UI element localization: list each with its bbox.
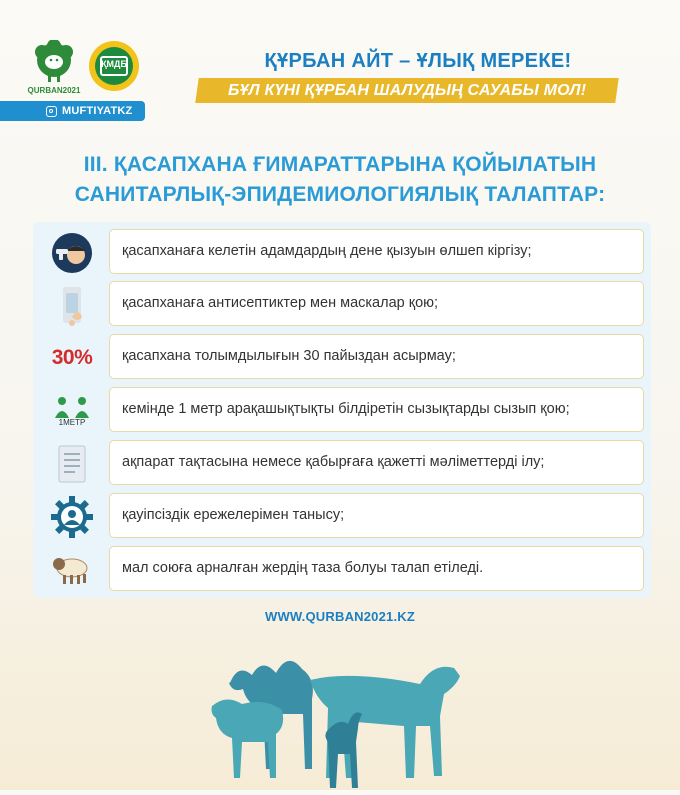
item-text: қасапханаға келетін адамдардың дене қызуын өлшеп кіргізу; — [109, 229, 644, 274]
distance-label: 1МЕТР — [58, 417, 86, 427]
distance-icon — [37, 389, 107, 433]
percent-label: 30% — [51, 346, 93, 369]
document-icon — [37, 442, 107, 486]
section-title-line1: III. ҚАСАПХАНА ҒИМАРАТТАРЫНА ҚОЙЫЛАТЫН — [83, 153, 597, 176]
requirements-panel — [33, 222, 651, 598]
section-title — [40, 150, 640, 210]
section-title-line2: САНИТАРЛЫҚ-ЭПИДЕМИОЛОГИЯЛЫҚ ТАЛАПТАР: — [74, 183, 606, 206]
website-link[interactable]: WWW.QURBAN2021.KZ — [264, 609, 416, 624]
item-text: қасапхана толымдылығын 30 пайыздан асырмау; — [109, 334, 644, 379]
list-item — [33, 546, 651, 593]
instagram-icon — [46, 106, 57, 117]
item-text: қасапханаға антисептиктер мен маскалар қою; — [109, 281, 644, 326]
list-item — [33, 493, 651, 540]
instagram-bar[interactable] — [0, 101, 145, 121]
safety-gear-icon — [37, 495, 107, 539]
item-text: ақпарат тақтасына немесе қабырғаға қажетті мәліметтерді ілу; — [109, 440, 644, 485]
subheadline-text: БҰЛ КҮНІ ҚҰРБАН ШАЛУДЫҢ САУАБЫ МОЛ! — [227, 82, 587, 99]
sanitizer-icon — [37, 283, 107, 327]
item-text: қауіпсіздік ережелерімен танысу; — [109, 493, 644, 538]
list-item — [33, 387, 651, 434]
list-item — [33, 229, 651, 276]
qurban-logo-text: QURBAN2021 — [27, 86, 81, 95]
list-item — [33, 281, 651, 328]
list-item — [33, 334, 651, 381]
qurban-logo — [28, 40, 80, 98]
instagram-handle: MUFTIYATKZ — [62, 105, 133, 117]
headline: ҚҰРБАН АЙТ – ҰЛЫҚ МЕРЕКЕ! — [264, 50, 572, 72]
dumk-logo — [88, 40, 140, 92]
item-text: кемінде 1 метр арақашықтықты білдіретін сызықтарды сызып қою; — [109, 387, 644, 432]
animals-illustration — [190, 628, 490, 790]
percent-icon — [37, 336, 107, 380]
dumk-logo-text: ҚМДБ — [101, 59, 127, 69]
sheep-icon — [37, 548, 107, 592]
list-item — [33, 440, 651, 487]
subheadline — [195, 78, 619, 103]
item-text: мал союға арналған жердің таза болуы талап етіледі. — [109, 546, 644, 591]
thermometer-icon — [37, 231, 107, 275]
